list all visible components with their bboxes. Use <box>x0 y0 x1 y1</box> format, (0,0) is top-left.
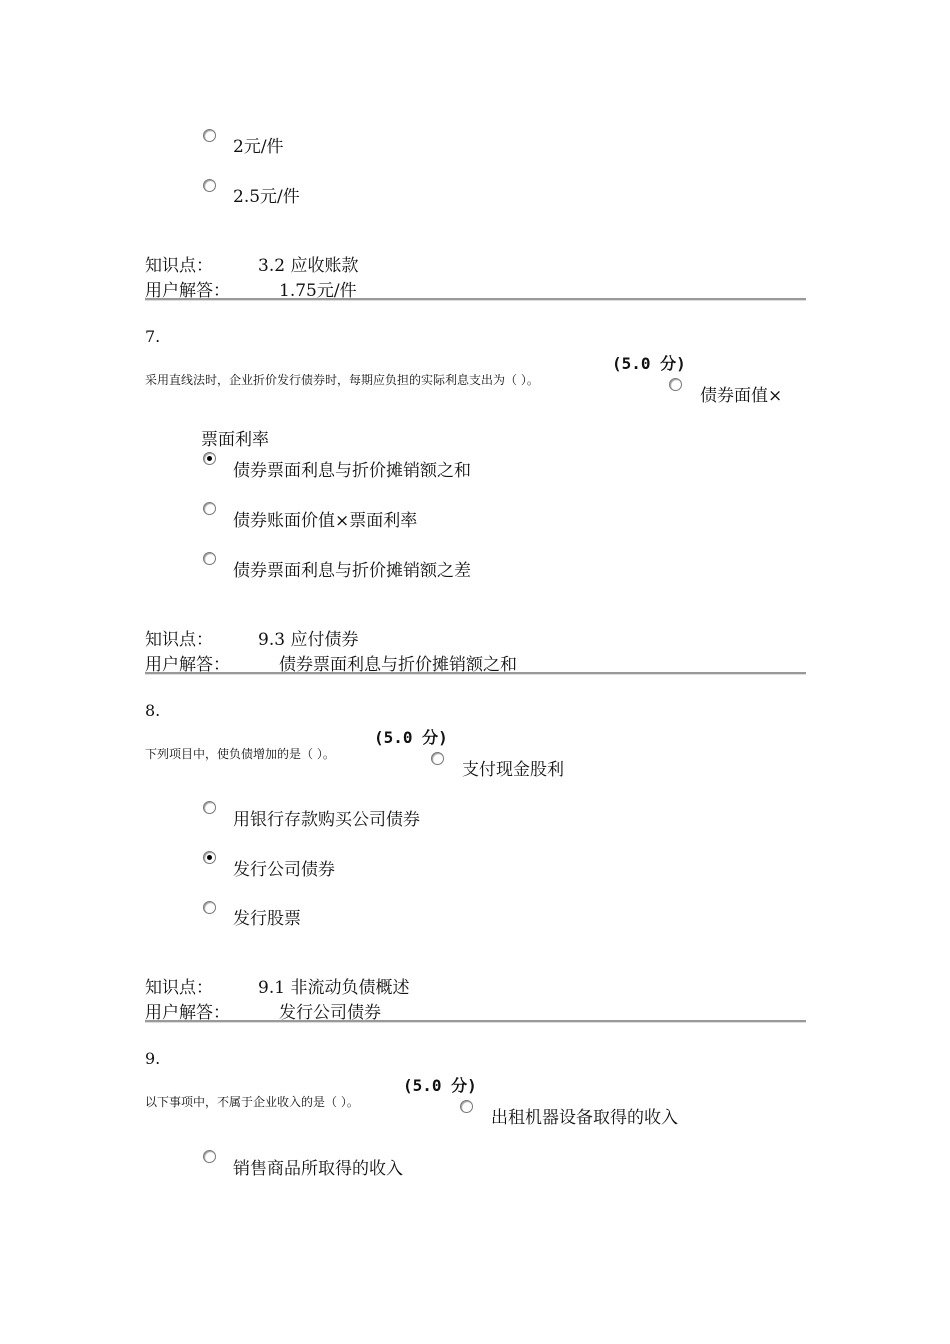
option-radio-selected[interactable] <box>203 851 216 864</box>
question-number: 7. <box>145 327 161 346</box>
option-radio[interactable] <box>203 502 216 515</box>
answer-label: 用户解答： <box>145 1003 230 1023</box>
section-divider <box>145 672 806 675</box>
question-score: (5.0 分) <box>374 728 448 747</box>
option-radio[interactable] <box>203 129 216 142</box>
option-label: 债券票面利息与折价摊销额之差 <box>233 561 471 581</box>
answer-label: 用户解答： <box>145 655 230 675</box>
question-prompt: 以下事项中，不属于企业收入的是（ ）。 <box>145 1095 359 1109</box>
option-label: 发行公司债券 <box>233 860 335 880</box>
question-score: (5.0 分) <box>403 1076 477 1095</box>
option-label: 出租机器设备取得的收入 <box>491 1108 678 1128</box>
option-radio[interactable] <box>203 552 216 565</box>
knowledge-label: 知识点： <box>145 978 213 998</box>
question-number: 8. <box>145 701 161 720</box>
option-label: 销售商品所取得的收入 <box>233 1159 403 1179</box>
option-label: 用银行存款购买公司债券 <box>233 810 420 830</box>
option-label: 债券票面利息与折价摊销额之和 <box>233 461 471 481</box>
knowledge-label: 知识点： <box>145 256 213 276</box>
option-label: 2元/件 <box>233 137 284 157</box>
option-radio[interactable] <box>203 901 216 914</box>
option-radio[interactable] <box>431 752 444 765</box>
knowledge-value: 3.2 应收账款 <box>258 256 359 276</box>
question-prompt: 采用直线法时，企业折价发行债券时，每期应负担的实际利息支出为（ ）。 <box>145 373 539 387</box>
option-label: 支付现金股利 <box>462 760 564 780</box>
answer-value: 发行公司债券 <box>279 1003 381 1023</box>
question-score: (5.0 分) <box>612 354 686 373</box>
option-label-continued: 票面利率 <box>201 430 269 450</box>
section-divider <box>145 1020 806 1023</box>
answer-value: 债券票面利息与折价摊销额之和 <box>279 655 517 675</box>
knowledge-value: 9.3 应付债券 <box>258 630 359 650</box>
knowledge-label: 知识点： <box>145 630 213 650</box>
question-prompt: 下列项目中，使负债增加的是（ ）。 <box>145 747 335 761</box>
answer-value: 1.75元/件 <box>279 281 357 301</box>
option-label: 2.5元/件 <box>233 187 300 207</box>
option-radio-selected[interactable] <box>203 452 216 465</box>
knowledge-value: 9.1 非流动负债概述 <box>258 978 410 998</box>
answer-label: 用户解答： <box>145 281 230 301</box>
option-radio[interactable] <box>203 179 216 192</box>
question-number: 9. <box>145 1049 161 1068</box>
option-radio[interactable] <box>203 1150 216 1163</box>
option-label: 发行股票 <box>233 909 301 929</box>
option-radio[interactable] <box>460 1100 473 1113</box>
option-label: 债券面值× <box>700 386 783 406</box>
option-radio[interactable] <box>203 801 216 814</box>
option-label: 债券账面价值×票面利率 <box>233 511 418 531</box>
section-divider <box>145 298 806 301</box>
option-radio[interactable] <box>669 378 682 391</box>
